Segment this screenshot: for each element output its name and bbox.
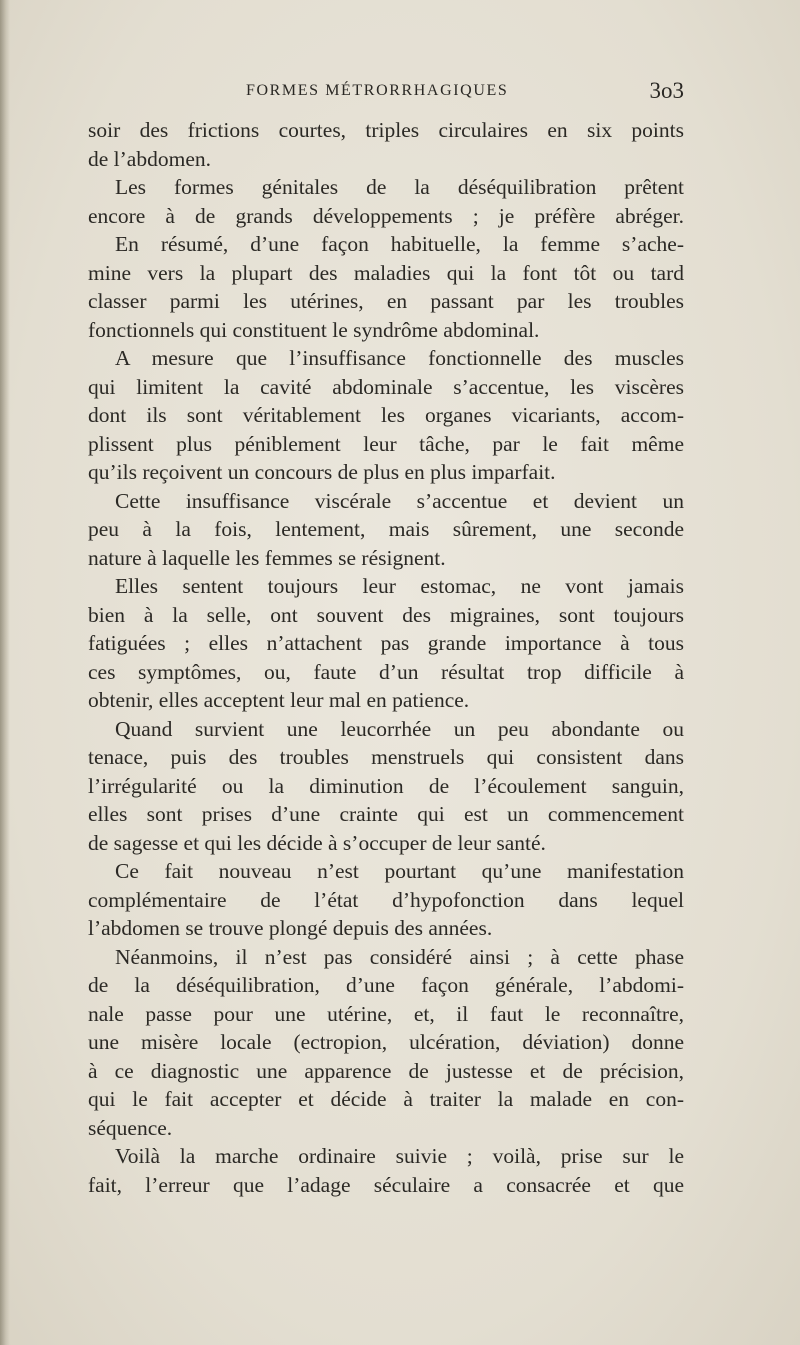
text-line: complémentaire de l’état d’hypofonction dans lequel bbox=[88, 887, 684, 912]
running-head bbox=[88, 78, 684, 108]
text-line: Les formes génitales de la déséquilibration prêtent bbox=[115, 175, 684, 199]
text-line: dont ils sont véritablement les organes vicariants, accom- bbox=[88, 403, 684, 427]
text-line: encore à de grands développements ; je préfère abréger. bbox=[88, 203, 684, 228]
text-line: tenace, puis des troubles menstruels qui consistent dans bbox=[88, 745, 684, 769]
text-line: mine vers la plupart des maladies qui la font tôt ou tard bbox=[88, 260, 684, 285]
text-line: plissent plus péniblement leur tâche, par le fait même bbox=[88, 431, 684, 456]
running-title: FORMES MÉTRORRHAGIQUES bbox=[246, 82, 509, 99]
page-spine-shadow bbox=[0, 0, 10, 1345]
body-text bbox=[88, 116, 684, 1199]
text-line: fonctionnels qui constituent le syndrôme abdominal. bbox=[88, 317, 540, 342]
text-line: classer parmi les utérines, en passant par les troubles bbox=[88, 289, 684, 313]
text-line: Néanmoins, il n’est pas considéré ainsi ; à cette phase bbox=[115, 944, 684, 969]
text-line: de la déséquilibration, d’une façon générale, l’abdomi- bbox=[88, 973, 684, 997]
text-line: une misère locale (ectropion, ulcération, déviation) donne bbox=[88, 1030, 684, 1054]
text-line: Elles sentent toujours leur estomac, ne vont jamais bbox=[115, 574, 684, 598]
text-line: qu’ils reçoivent un concours de plus en plus imparfait. bbox=[88, 460, 556, 484]
text-line: fait, l’erreur que l’adage séculaire a consacrée et que bbox=[88, 1172, 684, 1197]
text-line: soir des frictions courtes, triples circulaires en six points bbox=[88, 118, 684, 142]
text-line: bien à la selle, ont souvent des migraines, sont toujours bbox=[88, 602, 684, 627]
page-number: 3o3 bbox=[649, 78, 684, 103]
text-line: Quand survient une leucorrhée un peu abondante ou bbox=[115, 716, 684, 741]
text-line: Ce fait nouveau n’est pourtant qu’une manifestation bbox=[115, 859, 684, 883]
text-line: l’irrégularité ou la diminution de l’écoulement sanguin, bbox=[88, 773, 684, 798]
text-line: fatiguées ; elles n’attachent pas grande importance à tous bbox=[88, 631, 684, 655]
text-line: l’abdomen se trouve plongé depuis des années. bbox=[88, 916, 493, 940]
text-line: ces symptômes, ou, faute d’un résultat trop difficile à bbox=[88, 659, 684, 684]
text-line: de sagesse et qui les décide à s’occuper de leur santé. bbox=[88, 830, 546, 855]
text-line: Cette insuffisance viscérale s’accentue et devient un bbox=[115, 488, 684, 513]
text-line: nature à laquelle les femmes se résignent. bbox=[88, 545, 446, 570]
text-line: de l’abdomen. bbox=[88, 146, 211, 171]
text-line: A mesure que l’insuffisance fonctionnelle des muscles bbox=[115, 346, 684, 370]
text-line: En résumé, d’une façon habituelle, la femme s’ache- bbox=[115, 232, 684, 256]
text-line: qui le fait accepter et décide à traiter la malade en con- bbox=[88, 1087, 684, 1111]
text-line: à ce diagnostic une apparence de justesse et de précision, bbox=[88, 1058, 684, 1083]
text-line: peu à la fois, lentement, mais sûrement, une seconde bbox=[88, 517, 684, 541]
text-line: séquence. bbox=[88, 1115, 173, 1140]
text-line: qui limitent la cavité abdominale s’accentue, les viscères bbox=[88, 374, 684, 399]
text-line: obtenir, elles acceptent leur mal en patience. bbox=[88, 688, 470, 712]
text-line: nale passe pour une utérine, et, il faut le reconnaître, bbox=[88, 1001, 684, 1026]
text-line: Voilà la marche ordinaire suivie ; voilà, prise sur le bbox=[115, 1144, 684, 1168]
text-line: elles sont prises d’une crainte qui est un commencement bbox=[88, 802, 684, 826]
